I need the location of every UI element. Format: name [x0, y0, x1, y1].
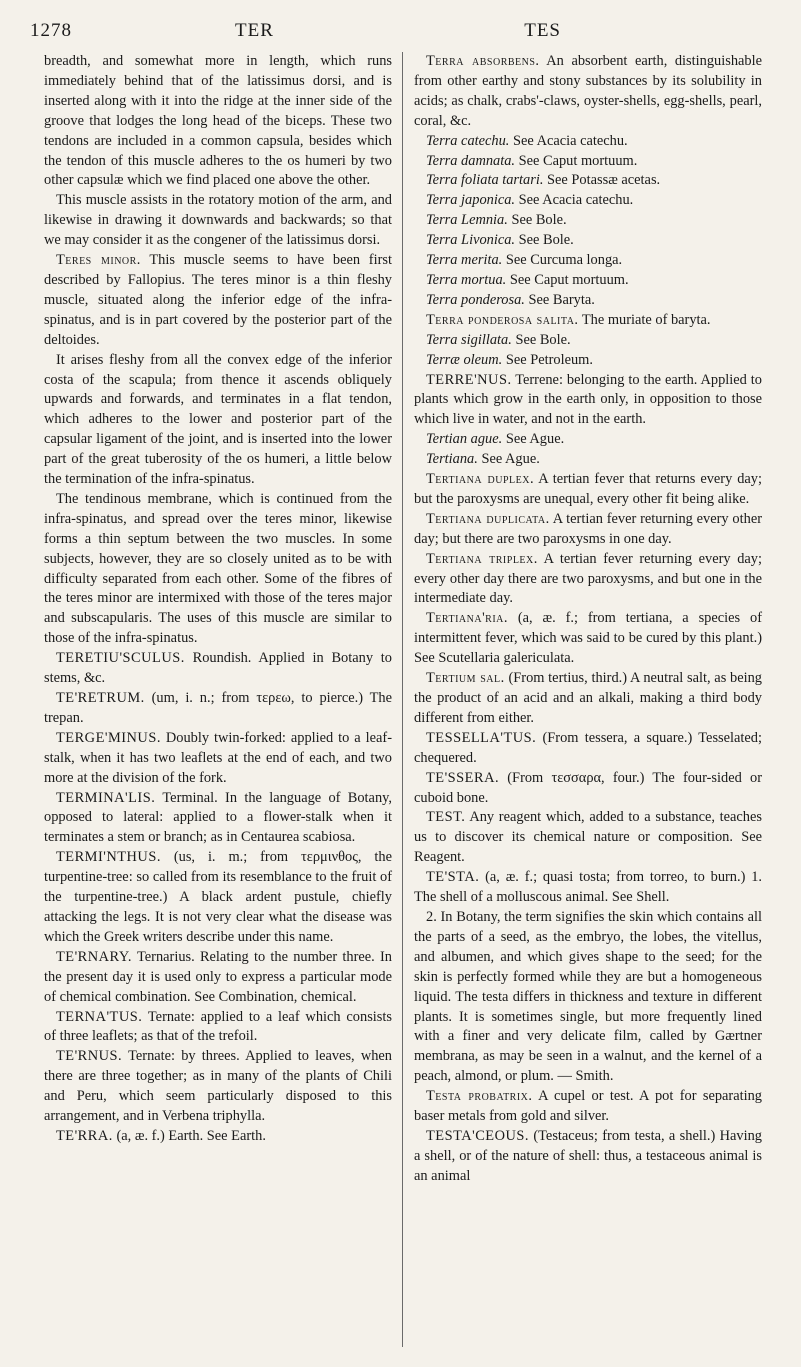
- entry-text: See Bole.: [507, 212, 567, 229]
- dictionary-entry: [414, 271, 762, 291]
- entry-headword: Tertiana.: [426, 451, 478, 468]
- entry-text: Doubly twin-forked: applied to a leaf-stalk, when it has two leaflets at the end of each, and two more at the division of the fork.: [44, 729, 392, 786]
- entry-headword: TERMINA'LIS.: [56, 789, 156, 806]
- entry-text: (us, i. m.; from τερμινθος, the turpentine-tree: so called from its resemblance to the fruit of the turpentine-tree.) A black ardent pustule, chiefly attacking the legs. It is not very clear what the disease was which the Greek writers describe under this name.: [44, 849, 392, 945]
- entry-headword: TERNA'TUS.: [56, 1008, 143, 1025]
- entry-paragraph: [414, 908, 762, 1087]
- entry-headword: TERRE'NUS.: [426, 371, 512, 388]
- entry-text: See Potassæ acetas.: [543, 172, 661, 189]
- dictionary-entry: [414, 211, 762, 231]
- entry-text: A tertian fever returning every other day; but there are two paroxysms in one day.: [414, 510, 762, 547]
- right-running-head: TES: [524, 20, 561, 41]
- entry-text: This muscle assists in the rotatory motion of the arm, and likewise in drawing it downwards and backwards; so that we may consider it as the congener of the latissimus dorsi.: [44, 192, 392, 249]
- dictionary-entry: [414, 1087, 762, 1127]
- entry-text: An absorbent earth, distinguishable from other earthy and stony substances by its solubility in acids; as chalk, crabs'-claws, oyster-shells, egg-shells, pearl, coral, &c.: [414, 53, 762, 129]
- dictionary-entry: [414, 669, 762, 729]
- entry-headword: TEST.: [426, 809, 466, 826]
- entry-text: Roundish. Applied in Botany to stems, &c.: [44, 650, 392, 687]
- entry-text: See Baryta.: [524, 291, 595, 308]
- dictionary-entry: [414, 550, 762, 610]
- entry-text: A cupel or test. A pot for separating baser metals from gold and silver.: [414, 1088, 762, 1125]
- dictionary-entry: [44, 848, 392, 948]
- dictionary-entry: [414, 132, 762, 152]
- entry-text: See Acacia catechu.: [515, 192, 634, 209]
- entry-text: Terminal. In the language of Botany, opposed to lateral: applied to a flower-stalk when it terminates a stem or branch; as in Centaurea scabiosa.: [44, 789, 392, 846]
- dictionary-entry: [44, 689, 392, 729]
- dictionary-entry: [414, 231, 762, 251]
- column-rule: [402, 52, 403, 1347]
- entry-headword: Terra Livonica.: [426, 232, 516, 249]
- entry-text: (From tertius, third.) A neutral salt, as being the product of an acid and an alkali, making a third body different from either.: [414, 670, 762, 726]
- entry-text: It arises fleshy from all the convex edge of the inferior costa of the scapula; from thence it ascends obliquely upwards and forwards, and terminates in a flat tendon, which adheres to the lower and posterior part of the capsular ligament of the joint, and is inserted into the lower part of the great tuberosity of the os humeri, a little below the termination of the infra-spinatus.: [44, 351, 392, 488]
- left-column: [44, 52, 392, 1147]
- entry-text: (a, æ. f.; quasi tosta; from torreo, to burn.) 1. The shell of a molluscous animal. See Shell.: [414, 869, 762, 906]
- running-header: [30, 20, 771, 50]
- dictionary-entry: [44, 729, 392, 789]
- entry-headword: Teres minor.: [56, 252, 141, 269]
- dictionary-entry: [414, 729, 762, 769]
- entry-headword: Terræ oleum.: [426, 351, 503, 368]
- page-number: 1278: [30, 20, 72, 41]
- dictionary-entry: [414, 470, 762, 510]
- entry-text: See Caput mortuum.: [506, 271, 629, 288]
- entry-paragraph: [44, 490, 392, 649]
- dictionary-entry: [414, 331, 762, 351]
- entry-headword: TE'RNARY.: [56, 948, 132, 965]
- entry-text: (From tessera, a square.) Tesselated; chequered.: [414, 729, 762, 766]
- entry-paragraph: [44, 191, 392, 251]
- entry-text: 2. In Botany, the term signifies the skin which contains all the parts of a seed, as the embryo, the lobes, the vitellus, and albumen, and which gives shape to the seed; for the skin is perfectly formed while they are but a homogeneous liquid. The testa differs in thickness and texture in different plants. It is sometimes single, but more frequently lined with a finer and very delicate film, called by Gærtner membrana, as may be seen in a walnut, and the kernel of a peach, almond, or plum. — Smith.: [414, 908, 762, 1085]
- dictionary-entry: [44, 1127, 392, 1147]
- entry-text: See Bole.: [515, 232, 574, 249]
- entry-headword: Tertiana duplicata.: [426, 510, 550, 527]
- entry-headword: Terra sigillata.: [426, 331, 512, 348]
- entry-text: See Caput mortuum.: [515, 152, 638, 169]
- entry-text: (Testaceus; from testa, a shell.) Having a shell, or of the nature of shell: thus, a testaceous animal is an animal: [414, 1127, 762, 1184]
- dictionary-entry: [44, 1008, 392, 1048]
- dictionary-entry: [414, 510, 762, 550]
- entry-headword: TE'RETRUM.: [56, 690, 145, 706]
- entry-headword: TERGE'MINUS.: [56, 729, 161, 746]
- entry-paragraph: [44, 351, 392, 490]
- dictionary-entry: [414, 808, 762, 868]
- entry-headword: TERMI'NTHUS.: [56, 849, 161, 866]
- entry-headword: TE'STA.: [426, 869, 480, 886]
- entry-headword: Tertium sal.: [426, 670, 505, 687]
- entry-paragraph: [44, 52, 392, 191]
- entry-headword: Tertiana'ria.: [426, 610, 508, 627]
- entry-text: See Petroleum.: [502, 351, 593, 368]
- entry-headword: Tertiana triplex.: [426, 550, 538, 567]
- dictionary-entry: [414, 191, 762, 211]
- dictionary-entry: [414, 1127, 762, 1187]
- left-running-head: TER: [235, 20, 274, 41]
- entry-text: Terrene: belonging to the earth. Applied to plants which grow in the earth only, in opposition to those which live in water, and not in the earth.: [414, 371, 762, 428]
- dictionary-entry: [414, 311, 762, 331]
- dictionary-entry: [44, 1047, 392, 1127]
- entry-headword: TESSELLA'TUS.: [426, 729, 537, 746]
- right-column: [414, 52, 762, 1187]
- dictionary-entry: [414, 251, 762, 271]
- entry-text: (um, i. n.; from τερεω, to pierce.) The trepan.: [44, 690, 392, 726]
- entry-headword: Terra absorbens.: [426, 53, 540, 69]
- dictionary-entry: [414, 171, 762, 191]
- entry-headword: Terra Lemnia.: [426, 212, 508, 229]
- entry-text: (a, æ. f.) Earth. See Earth.: [112, 1127, 266, 1144]
- dictionary-entry: [414, 609, 762, 669]
- entry-text: This muscle seems to have been first described by Fallopius. The teres minor is a thin fleshy muscle, situated along the inferior edge of the infra-spinatus, and is in part covered by the posterior part of the deltoides.: [44, 252, 392, 348]
- entry-text: A tertian fever returning every day; every other day there are two paroxysms, and but one in the intermediate day.: [414, 550, 762, 607]
- entry-text: (a, æ. f.; from tertiana, a species of intermittent fever, which was said to be cured by this plant.) See Scutellaria galericulata.: [414, 610, 762, 667]
- entry-text: See Acacia catechu.: [509, 132, 628, 149]
- entry-headword: TESTA'CEOUS.: [426, 1127, 529, 1144]
- dictionary-entry: [414, 371, 762, 431]
- dictionary-entry: [44, 649, 392, 689]
- entry-text: A tertian fever that returns every day; but the paroxysms are unequal, every other fit being alike.: [414, 471, 762, 507]
- entry-headword: Tertiana duplex.: [426, 471, 535, 488]
- dictionary-entry: [414, 769, 762, 809]
- entry-headword: Terra ponderosa salita.: [426, 311, 579, 328]
- entry-headword: Terra catechu.: [426, 132, 510, 149]
- dictionary-entry: [44, 251, 392, 351]
- dictionary-entry: [414, 152, 762, 172]
- entry-headword: TERETIU'SCULUS.: [56, 650, 185, 667]
- dictionary-entry: [44, 948, 392, 1008]
- entry-headword: Terra foliata tartari.: [426, 172, 544, 189]
- dictionary-entry: [414, 450, 762, 470]
- entry-headword: TE'SSERA.: [426, 769, 500, 786]
- entry-text: The muriate of baryta.: [578, 311, 711, 328]
- entry-text: See Bole.: [511, 331, 571, 348]
- dictionary-entry: [414, 52, 762, 132]
- entry-headword: Terra japonica.: [426, 192, 516, 209]
- entry-headword: TE'RRA.: [56, 1127, 113, 1144]
- entry-text: Ternarius. Relating to the number three. In the present day it is used only to express a particular mode of chemical combination. See Combination, chemical.: [44, 948, 392, 1005]
- entry-text: The tendinous membrane, which is continued from the infra-spinatus, and spread over the teres minor, likewise forms a thin septum between the two muscles. In some subjects, however, they are so closely united as to be with difficulty separated from each other. Some of the fibres of the teres minor are intermixed with those of the teres major and subscapularis. The uses of this muscle are similar to those of the infra-spinatus.: [44, 490, 392, 647]
- entry-headword: Terra mortua.: [426, 271, 507, 288]
- entry-text: Ternate: applied to a leaf which consists of three leaflets; as that of the trefoil.: [44, 1008, 392, 1045]
- dictionary-entry: [414, 351, 762, 371]
- entry-text: (From τεσσαρα, four.) The four-sided or cuboid bone.: [414, 769, 762, 806]
- dictionary-entry: [414, 291, 762, 311]
- entry-headword: Terra ponderosa.: [426, 291, 525, 308]
- entry-headword: TE'RNUS.: [56, 1048, 123, 1065]
- dictionary-entry: [414, 868, 762, 908]
- dictionary-entry: [414, 430, 762, 450]
- entry-text: See Ague.: [477, 451, 540, 468]
- entry-headword: Terra damnata.: [426, 152, 516, 169]
- entry-headword: Tertian ague.: [426, 431, 503, 448]
- entry-headword: Testa probatrix.: [426, 1088, 533, 1105]
- dictionary-entry: [44, 789, 392, 849]
- entry-text: See Ague.: [502, 431, 565, 448]
- entry-text: Ternate: by threes. Applied to leaves, when there are three together; as in many of the plants of Chili and Peru, which seem particularly disposed to this arrangement, and in Verbena triphylla.: [44, 1048, 392, 1125]
- entry-text: See Curcuma longa.: [502, 252, 623, 269]
- entry-text: breadth, and somewhat more in length, which runs immediately behind that of the latissimus dorsi, and is inserted along with it into the ridge at the inner side of the groove that lodges the long head of the biceps. These two tendons are included in a common capsula, besides which the tendon of this muscle adheres to the os humeri by two other capsulæ which we find placed one above the other.: [44, 53, 392, 189]
- entry-headword: Terra merita.: [426, 252, 503, 269]
- entry-text: Any reagent which, added to a substance, teaches us to discover its chemical nature or composition. See Reagent.: [414, 809, 762, 866]
